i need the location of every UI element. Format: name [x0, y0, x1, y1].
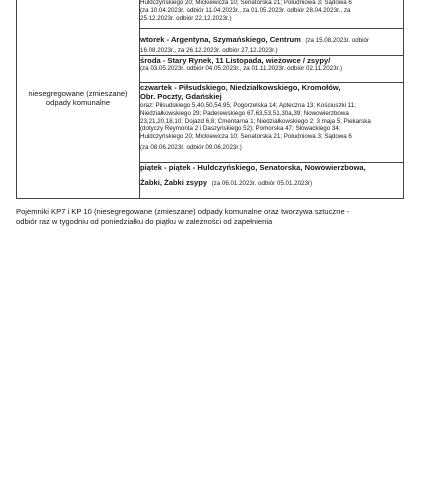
- schedule-cell: [140, 162, 404, 198]
- detail-line: 23,21,20,18,10; Dojazd 6,8; Cmentarna 1; Niedziałkowskiego 2; 3 maja 5; Piekarska: [140, 117, 371, 125]
- footer-line: Pojemniki KP7 i KP 10 (niesegregowane (zmieszane) odpady komunalne oraz tworzywa sztuczne -: [16, 207, 350, 216]
- day-heading: wtorek - Argentyna, Szymańskiego, Centrum: [140, 35, 301, 44]
- collection-schedule-table: [16, 0, 404, 199]
- detail-line: 25.12.2023r. odbiór 22.12.2023r.): [140, 14, 232, 22]
- footer-note: [16, 207, 411, 226]
- detail-line: Niedziałkowskiego 29; Paderewskiego 67,63,53,51,30a,39; Nowowierzbowa: [140, 109, 349, 117]
- schedule-cell: [140, 0, 404, 29]
- detail-line: Huldczyńskiego 20; Mickiewicza 10; Senatorska 21; Południowa 3; Sądowa 6: [140, 133, 352, 141]
- schedule-row: [17, 0, 404, 29]
- exception-note: (za 08.06.2023r. odbiór 09.06.2023r.): [140, 143, 242, 151]
- detail-line: (za 03.05.2023r. odbiór 04.05.2023r., za 01.11.2023r. odbiór 02.11.2023r.): [140, 65, 343, 73]
- footer-line: odbiór raz w tygodniu od poniedziałku do piątku w zależności od zapełnienia: [16, 216, 273, 226]
- detail-line: Huldczyńskiego 20; Mickiewicza 10; Senatorska 21; Południowa 3; Sądowa 6: [140, 0, 352, 6]
- day-heading: czwartek - Piłsudskiego, Niedziałkowskiego, Kromołów,: [140, 82, 341, 92]
- schedule-cell: [140, 55, 404, 82]
- heading-note: (za 15.08.2023r. odbiór: [305, 37, 370, 44]
- day-heading: Żabki, Żabki zsypy: [140, 178, 208, 188]
- day-heading: piątek - piątek - Huldczyńskiego, Senatorska, Nowowierzbowa,: [140, 162, 366, 172]
- waste-type-label: niesegregowane (zmieszane) odpady komunalne: [17, 0, 140, 198]
- detail-line: (dotyczy Reymonta 2 i Daszyńskiego 52); Pomorska 47; Słowackiego 34;: [140, 125, 341, 133]
- day-heading: Obr. Poczty, Gdańskiej: [140, 92, 222, 102]
- day-heading: środa - Stary Rynek, 11 Listopada, wieżowce / zsypy/: [140, 55, 331, 65]
- detail-line: oraz: Piłsudskiego 5,40,50,54,95; Pogorzelska 14; Apteczna 13; Kościuszki 11;: [140, 101, 356, 109]
- detail-line: 16.08.2023r., za 26.12.2023r. odbiór 27.12.2023r.): [140, 47, 278, 54]
- schedule-cell: [140, 82, 404, 162]
- exception-note: (za 06.01.2023r. odbiór 05.01.2023r): [211, 180, 313, 188]
- schedule-cell: [140, 29, 404, 56]
- detail-line: (za 10.04.2023r. odbiór 11.04.2023r., za 01.05.2023r. odbiór 28.04.2023r., za: [140, 6, 351, 14]
